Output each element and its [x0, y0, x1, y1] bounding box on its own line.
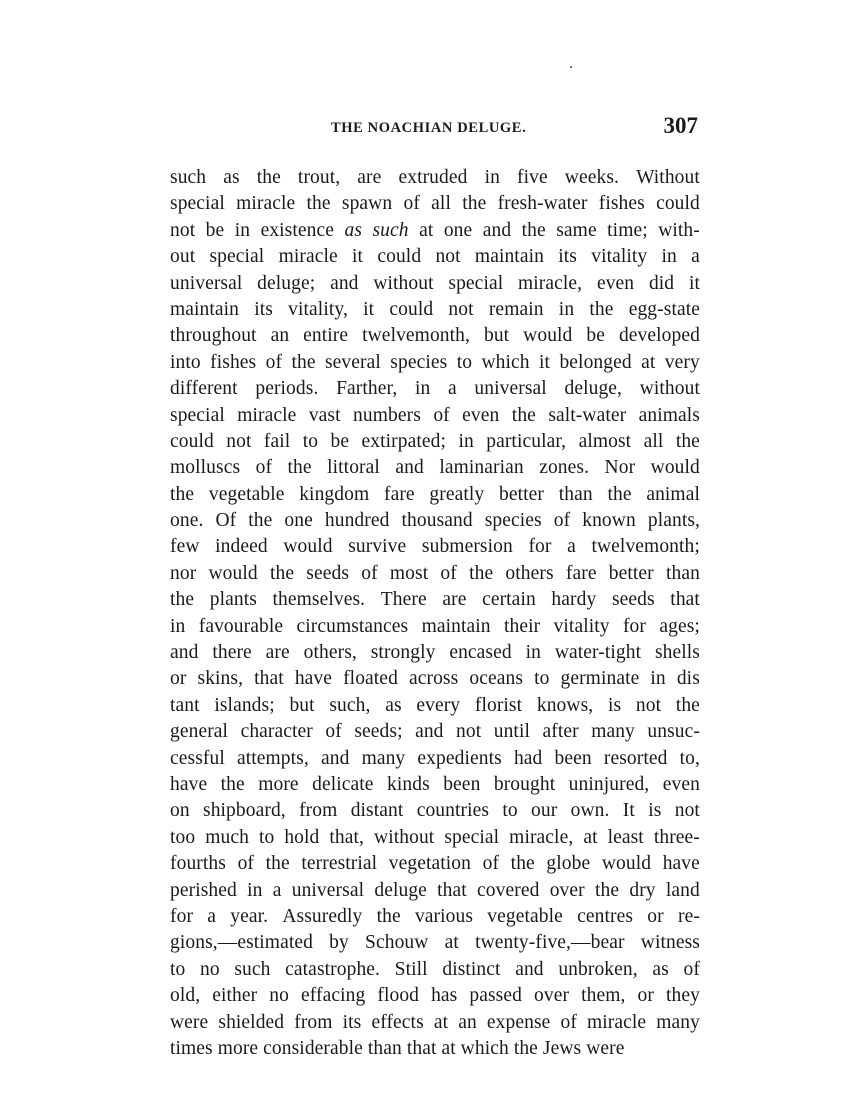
text-line: the vegetable kingdom fare greatly better than the animal	[170, 483, 700, 505]
running-title: THE NOACHIAN DELUGE.	[331, 120, 527, 136]
text-line: not be in existence as such at one and the same time; with-	[170, 219, 700, 241]
text-line: or skins, that have floated across oceans to germinate in dis	[170, 668, 700, 690]
text-line: such as the trout, are extruded in five weeks. Without	[170, 167, 700, 188]
text-line: into fishes of the several species to which it belonged at very	[170, 351, 700, 373]
text-line: in favourable circumstances maintain their vitality for ages;	[170, 615, 700, 637]
text-line: too much to hold that, without special miracle, at least three-	[170, 826, 700, 848]
text-line: throughout an entire twelvemonth, but would be developed	[170, 325, 700, 347]
text-line: have the more delicate kinds been brought uninjured, even	[170, 773, 700, 795]
text-line: different periods. Farther, in a universal deluge, without	[170, 378, 700, 400]
text-line: on shipboard, from distant countries to our own. It is not	[170, 800, 700, 822]
text-line: special miracle the spawn of all the fresh-water fishes could	[170, 193, 700, 215]
text-line: nor would the seeds of most of the others fare better than	[170, 562, 700, 584]
text-line: one. Of the one hundred thousand species of known plants,	[170, 510, 700, 532]
text-line: tant islands; but such, as every florist knows, is not the	[170, 694, 700, 716]
text-line: to no such catastrophe. Still distinct and unbroken, as of	[170, 958, 700, 980]
text-line: were shielded from its effects at an expense of miracle many	[170, 1011, 700, 1033]
text-line: out special miracle it could not maintain its vitality in a	[170, 246, 700, 268]
page-number: 307	[663, 113, 698, 138]
text-line: could not fail to be extirpated; in particular, almost all the	[170, 430, 700, 452]
text-line: fourths of the terrestrial vegetation of the globe would have	[170, 853, 700, 875]
text-line: molluscs of the littoral and laminarian zones. Nor would	[170, 457, 700, 479]
text-line: maintain its vitality, it could not remain in the egg-state	[170, 298, 700, 320]
text-line: general character of seeds; and not until after many unsuc-	[170, 721, 700, 743]
text-line: for a year. Assuredly the various vegetable centres or re-	[170, 905, 700, 927]
text-line: gions,—estimated by Schouw at twenty-five,—bear witness	[170, 932, 700, 954]
text-line: cessful attempts, and many expedients had been resorted to,	[170, 747, 700, 769]
text-line: and there are others, strongly encased in water-tight shells	[170, 642, 700, 664]
print-speck	[570, 66, 572, 68]
text-line: universal deluge; and without special miracle, even did it	[170, 272, 700, 294]
text-line: times more considerable than that at which the Jews were	[170, 1037, 625, 1059]
text-line: special miracle vast numbers of even the salt-water animals	[170, 404, 700, 426]
text-line: perished in a universal deluge that covered over the dry land	[170, 879, 700, 901]
text-line: few indeed would survive submersion for a twelvemonth;	[170, 536, 700, 558]
body-text	[170, 165, 700, 1062]
running-head	[170, 112, 700, 146]
text-line: old, either no effacing flood has passed over them, or they	[170, 985, 700, 1007]
text-line: the plants themselves. There are certain hardy seeds that	[170, 589, 700, 611]
